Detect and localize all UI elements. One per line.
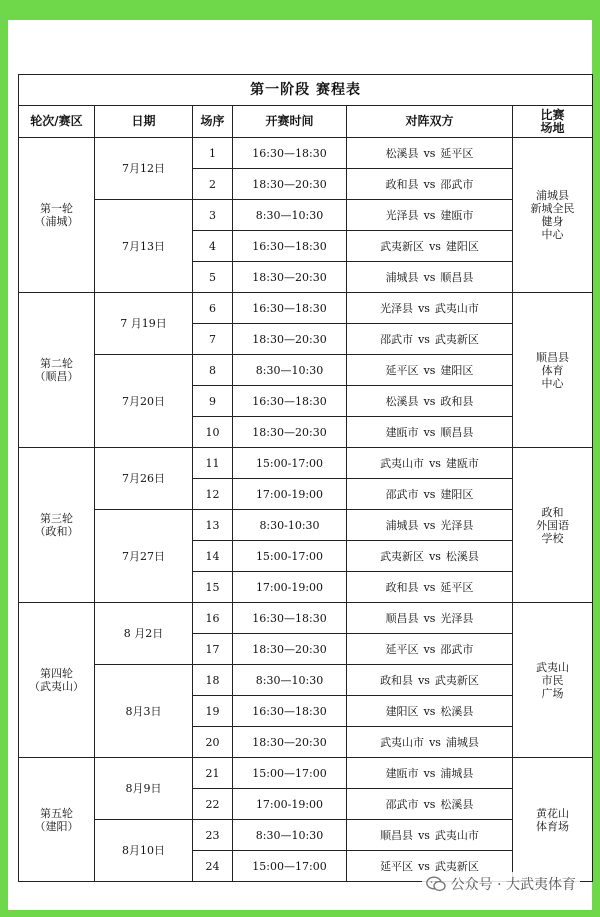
date-cell: 8月9日 xyxy=(95,758,193,820)
time-cell: 8:30—10:30 xyxy=(233,820,347,851)
time-cell: 18:30—20:30 xyxy=(233,727,347,758)
match-no-cell: 24 xyxy=(193,851,233,882)
matchup-cell xyxy=(347,665,513,696)
vs-label: vs xyxy=(418,332,430,346)
match-no-cell: 19 xyxy=(193,696,233,727)
matchup-cell xyxy=(347,820,513,851)
time-cell: 8:30-10:30 xyxy=(233,510,347,541)
match-no-cell: 20 xyxy=(193,727,233,758)
away-team: 顺昌县 xyxy=(440,425,474,439)
match-no-cell: 15 xyxy=(193,572,233,603)
match-no-cell: 14 xyxy=(193,541,233,572)
away-team: 建瓯市 xyxy=(440,208,474,222)
table-row xyxy=(19,758,593,789)
match-no-cell: 9 xyxy=(193,386,233,417)
away-team: 顺昌县 xyxy=(440,270,474,284)
away-team: 浦城县 xyxy=(445,735,479,749)
home-team: 政和县 xyxy=(385,580,419,594)
time-cell: 18:30—20:30 xyxy=(233,169,347,200)
home-team: 武夷新区 xyxy=(380,549,425,563)
vs-label: vs xyxy=(423,177,436,191)
round-cell: 第四轮 （武夷山） xyxy=(19,603,95,758)
away-team: 延平区 xyxy=(440,146,474,160)
matchup-cell xyxy=(347,696,513,727)
vs-label: vs xyxy=(429,735,441,749)
match-no-cell: 12 xyxy=(193,479,233,510)
away-team: 武夷新区 xyxy=(434,332,479,346)
home-team: 政和县 xyxy=(385,177,419,191)
away-team: 松溪县 xyxy=(440,797,474,811)
vs-label: vs xyxy=(423,487,436,501)
table-title: 第一阶段 赛程表 xyxy=(19,75,593,106)
time-cell: 16:30—18:30 xyxy=(233,603,347,634)
table-row xyxy=(19,200,593,231)
away-team: 武夷山市 xyxy=(434,301,479,315)
time-cell: 16:30—18:30 xyxy=(233,696,347,727)
match-no-cell: 10 xyxy=(193,417,233,448)
match-no-cell: 17 xyxy=(193,634,233,665)
away-team: 武夷新区 xyxy=(434,673,479,687)
time-cell: 8:30—10:30 xyxy=(233,665,347,696)
vs-label: vs xyxy=(418,828,430,842)
vs-label: vs xyxy=(423,394,436,408)
home-team: 浦城县 xyxy=(385,270,419,284)
date-cell: 8月3日 xyxy=(95,665,193,758)
date-cell: 8 月2日 xyxy=(95,603,193,665)
vs-label: vs xyxy=(423,208,436,222)
matchup-cell xyxy=(347,169,513,200)
match-no-cell: 18 xyxy=(193,665,233,696)
home-team: 松溪县 xyxy=(385,394,419,408)
time-cell: 18:30—20:30 xyxy=(233,262,347,293)
home-team: 延平区 xyxy=(380,859,414,873)
vs-label: vs xyxy=(423,580,436,594)
vs-label: vs xyxy=(429,239,441,253)
matchup-cell xyxy=(347,510,513,541)
table-row xyxy=(19,448,593,479)
date-cell: 7月13日 xyxy=(95,200,193,293)
away-team: 邵武市 xyxy=(440,177,474,191)
away-team: 武夷山市 xyxy=(434,828,479,842)
time-cell: 17:00-19:00 xyxy=(233,789,347,820)
round-cell: 第一轮 （浦城） xyxy=(19,138,95,293)
away-team: 松溪县 xyxy=(445,549,479,563)
venue-cell: 浦城县 新城全民 健身 中心 xyxy=(513,138,593,293)
home-team: 建瓯市 xyxy=(385,425,419,439)
date-cell: 7月26日 xyxy=(95,448,193,510)
match-no-cell: 16 xyxy=(193,603,233,634)
home-team: 光泽县 xyxy=(385,208,419,222)
home-team: 建瓯市 xyxy=(385,766,419,780)
away-team: 光泽县 xyxy=(440,518,474,532)
time-cell: 18:30—20:30 xyxy=(233,634,347,665)
time-cell: 17:00-19:00 xyxy=(233,479,347,510)
date-cell: 7 月19日 xyxy=(95,293,193,355)
away-team: 建阳区 xyxy=(440,487,474,501)
home-team: 松溪县 xyxy=(385,146,419,160)
matchup-cell xyxy=(347,386,513,417)
header-date: 日期 xyxy=(95,106,193,138)
away-team: 武夷新区 xyxy=(434,859,479,873)
header-matchup: 对阵双方 xyxy=(347,106,513,138)
match-no-cell: 2 xyxy=(193,169,233,200)
header-venue: 比赛 场地 xyxy=(513,106,593,138)
matchup-cell xyxy=(347,448,513,479)
watermark-text: 公众号 · 大武夷体育 xyxy=(450,877,576,893)
away-team: 建阳区 xyxy=(440,363,474,377)
date-cell: 8月10日 xyxy=(95,820,193,882)
match-no-cell: 23 xyxy=(193,820,233,851)
match-no-cell: 21 xyxy=(193,758,233,789)
time-cell: 16:30—18:30 xyxy=(233,138,347,169)
home-team: 延平区 xyxy=(385,642,419,656)
match-no-cell: 13 xyxy=(193,510,233,541)
round-cell: 第五轮 （建阳） xyxy=(19,758,95,882)
matchup-cell xyxy=(347,789,513,820)
matchup-cell xyxy=(347,355,513,386)
match-no-cell: 8 xyxy=(193,355,233,386)
matchup-cell xyxy=(347,324,513,355)
away-team: 建阳区 xyxy=(445,239,479,253)
vs-label: vs xyxy=(418,859,430,873)
home-team: 武夷山市 xyxy=(380,735,425,749)
home-team: 顺昌县 xyxy=(385,611,419,625)
matchup-cell xyxy=(347,262,513,293)
vs-label: vs xyxy=(423,270,436,284)
match-no-cell: 1 xyxy=(193,138,233,169)
match-no-cell: 22 xyxy=(193,789,233,820)
vs-label: vs xyxy=(418,301,430,315)
away-team: 浦城县 xyxy=(440,766,474,780)
matchup-cell xyxy=(347,634,513,665)
away-team: 建瓯市 xyxy=(445,456,479,470)
matchup-cell xyxy=(347,603,513,634)
home-team: 邵武市 xyxy=(380,332,414,346)
vs-label: vs xyxy=(423,766,436,780)
vs-label: vs xyxy=(423,363,436,377)
away-team: 政和县 xyxy=(440,394,474,408)
home-team: 建阳区 xyxy=(385,704,419,718)
time-cell: 16:30—18:30 xyxy=(233,231,347,262)
venue-cell: 顺昌县 体育 中心 xyxy=(513,293,593,448)
home-team: 邵武市 xyxy=(385,797,419,811)
match-no-cell: 5 xyxy=(193,262,233,293)
date-cell: 7月27日 xyxy=(95,510,193,603)
matchup-cell xyxy=(347,727,513,758)
time-cell: 17:00-19:00 xyxy=(233,572,347,603)
match-no-cell: 3 xyxy=(193,200,233,231)
vs-label: vs xyxy=(429,549,441,563)
table-row xyxy=(19,510,593,541)
time-cell: 15:00—17:00 xyxy=(233,758,347,789)
away-team: 延平区 xyxy=(440,580,474,594)
round-cell: 第三轮 （政和） xyxy=(19,448,95,603)
match-no-cell: 4 xyxy=(193,231,233,262)
vs-label: vs xyxy=(418,673,430,687)
matchup-cell xyxy=(347,293,513,324)
table-row xyxy=(19,355,593,386)
home-team: 浦城县 xyxy=(385,518,419,532)
time-cell: 16:30—18:30 xyxy=(233,386,347,417)
time-cell: 15:00—17:00 xyxy=(233,851,347,882)
header-match-no: 场序 xyxy=(193,106,233,138)
home-team: 邵武市 xyxy=(385,487,419,501)
table-row xyxy=(19,820,593,851)
home-team: 武夷新区 xyxy=(380,239,425,253)
vs-label: vs xyxy=(423,704,436,718)
vs-label: vs xyxy=(423,518,436,532)
venue-cell: 武夷山 市民 广场 xyxy=(513,603,593,758)
time-cell: 15:00-17:00 xyxy=(233,448,347,479)
header-time: 开赛时间 xyxy=(233,106,347,138)
matchup-cell xyxy=(347,541,513,572)
away-team: 松溪县 xyxy=(440,704,474,718)
matchup-cell xyxy=(347,231,513,262)
vs-label: vs xyxy=(423,642,436,656)
match-no-cell: 7 xyxy=(193,324,233,355)
table-row xyxy=(19,293,593,324)
wechat-icon xyxy=(426,876,446,892)
table-row xyxy=(19,665,593,696)
home-team: 延平区 xyxy=(385,363,419,377)
vs-label: vs xyxy=(423,797,436,811)
round-cell: 第二轮 （顺昌） xyxy=(19,293,95,448)
vs-label: vs xyxy=(423,146,436,160)
date-cell: 7月20日 xyxy=(95,355,193,448)
time-cell: 8:30—10:30 xyxy=(233,355,347,386)
watermark xyxy=(422,872,580,896)
home-team: 政和县 xyxy=(380,673,414,687)
schedule-table xyxy=(18,74,593,882)
matchup-cell xyxy=(347,138,513,169)
time-cell: 16:30—18:30 xyxy=(233,293,347,324)
home-team: 顺昌县 xyxy=(380,828,414,842)
matchup-cell xyxy=(347,479,513,510)
match-no-cell: 6 xyxy=(193,293,233,324)
home-team: 武夷山市 xyxy=(380,456,425,470)
header-round: 轮次/赛区 xyxy=(19,106,95,138)
time-cell: 18:30—20:30 xyxy=(233,324,347,355)
table-row xyxy=(19,603,593,634)
matchup-cell xyxy=(347,572,513,603)
schedule-page xyxy=(8,20,592,910)
home-team: 光泽县 xyxy=(380,301,414,315)
matchup-cell xyxy=(347,200,513,231)
venue-cell: 黄花山 体育场 xyxy=(513,758,593,882)
venue-cell: 政和 外国语 学校 xyxy=(513,448,593,603)
time-cell: 8:30—10:30 xyxy=(233,200,347,231)
vs-label: vs xyxy=(423,611,436,625)
vs-label: vs xyxy=(423,425,436,439)
table-row xyxy=(19,138,593,169)
date-cell: 7月12日 xyxy=(95,138,193,200)
matchup-cell xyxy=(347,417,513,448)
time-cell: 15:00-17:00 xyxy=(233,541,347,572)
away-team: 邵武市 xyxy=(440,642,474,656)
match-no-cell: 11 xyxy=(193,448,233,479)
time-cell: 18:30—20:30 xyxy=(233,417,347,448)
away-team: 光泽县 xyxy=(440,611,474,625)
vs-label: vs xyxy=(429,456,441,470)
matchup-cell xyxy=(347,758,513,789)
